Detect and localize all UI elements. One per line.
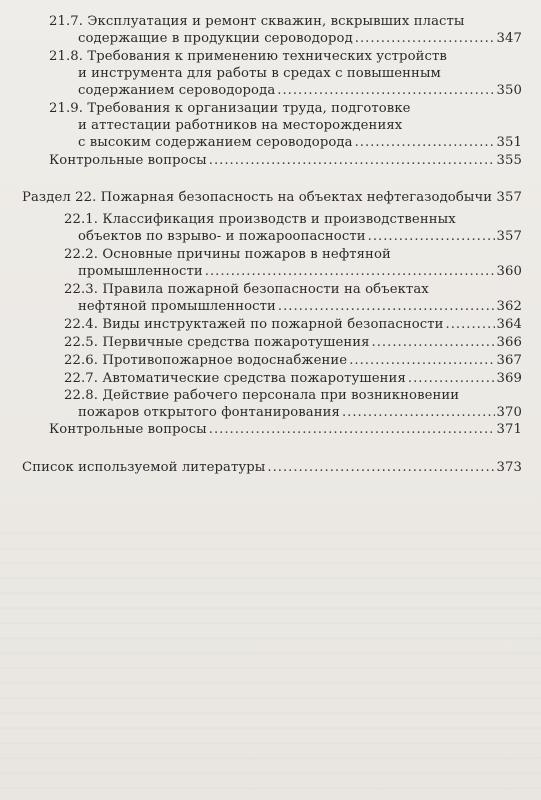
toc-entry-21-9[interactable]	[49, 100, 522, 151]
toc-entry-22-2[interactable]	[64, 246, 522, 280]
toc-entry-22-6[interactable]	[64, 352, 522, 369]
page-number: 362	[496, 299, 522, 314]
page-number: 357	[496, 229, 522, 244]
toc-entry-text: Контрольные вопросы	[49, 153, 207, 168]
toc-entry-22-5[interactable]	[64, 334, 522, 351]
page-number: 347	[496, 31, 522, 46]
toc-entry-text: 22.2. Основные причины пожаров в нефтяной	[64, 247, 391, 262]
toc-entry-text: 21.8. Требования к применению технических устройств	[49, 49, 447, 64]
toc-entry-22-7[interactable]	[64, 370, 522, 387]
dot-leader	[342, 404, 495, 421]
dot-leader	[368, 228, 495, 245]
toc-entry-text: 22.1. Классификация производств и производственных	[64, 212, 456, 227]
page-number: 364	[496, 317, 522, 332]
page-number: 369	[496, 371, 522, 386]
dot-leader	[209, 152, 495, 169]
toc-entry-text: нефтяной промышленности	[78, 299, 276, 314]
page-number: 371	[496, 422, 522, 437]
toc-entry-text: Раздел 22. Пожарная безопасность на объектах нефтегазодобычи	[22, 190, 493, 205]
dot-leader	[355, 134, 495, 151]
toc-entry-review-questions-21[interactable]	[49, 152, 522, 169]
toc-entry-text: объектов по взрыво- и пожароопасности	[78, 229, 366, 244]
toc-entry-text: с высоким содержанием сероводорода	[78, 135, 353, 150]
toc-entry-21-7[interactable]	[49, 13, 522, 47]
toc-entry-section-22[interactable]	[22, 189, 522, 206]
toc-entry-text: 22.3. Правила пожарной безопасности на объектах	[64, 282, 429, 297]
toc-entry-text: 22.5. Первичные средства пожаротушения	[64, 335, 370, 350]
toc-entry-review-questions-22[interactable]	[49, 421, 522, 438]
toc-entry-text: и аттестации работников на месторождениях	[78, 118, 403, 133]
toc-entry-text: 22.7. Автоматические средства пожаротушения	[64, 371, 406, 386]
toc-entry-22-1[interactable]	[64, 211, 522, 245]
toc-entry-text: и инструмента для работы в средах с повышенным	[78, 66, 441, 81]
toc-entry-text: Список используемой литературы	[22, 460, 266, 475]
reverse-side-bleed-through	[0, 520, 541, 790]
toc-entry-22-4[interactable]	[64, 316, 522, 333]
dot-leader	[267, 459, 494, 476]
page-number: 367	[496, 353, 522, 368]
dot-leader	[278, 298, 495, 315]
toc-entry-text: промышленности	[78, 264, 203, 279]
toc-entry-22-3[interactable]	[64, 281, 522, 315]
page-number: 357	[496, 190, 522, 205]
page-number: 366	[496, 335, 522, 350]
page-number: 370	[496, 405, 522, 420]
dot-leader	[209, 421, 495, 438]
toc-entry-text: пожаров открытого фонтанирования	[78, 405, 340, 420]
toc-entry-text: 22.6. Противопожарное водоснабжение	[64, 353, 348, 368]
dot-leader	[277, 82, 494, 99]
toc-entry-text: Контрольные вопросы	[49, 422, 207, 437]
dot-leader	[355, 30, 495, 47]
toc-entry-references[interactable]	[22, 459, 522, 476]
toc-entry-21-8[interactable]	[49, 48, 522, 99]
page-number: 350	[496, 83, 522, 98]
toc-entry-text: 21.9. Требования к организации труда, подготовке	[49, 101, 411, 116]
page-number: 351	[496, 135, 522, 150]
page-number: 373	[496, 460, 522, 475]
page-number: 355	[496, 153, 522, 168]
dot-leader	[408, 370, 495, 387]
toc-entry-text: 22.8. Действие рабочего персонала при возникновении	[64, 388, 460, 403]
dot-leader	[372, 334, 495, 351]
toc-entry-22-8[interactable]	[64, 387, 522, 421]
dot-leader	[446, 316, 495, 333]
toc-entry-text: 22.4. Виды инструктажей по пожарной безопасности	[64, 317, 444, 332]
toc-entry-text: 21.7. Эксплуатация и ремонт скважин, вскрывших пласты	[49, 14, 465, 29]
dot-leader	[205, 263, 495, 280]
toc-entry-text: содержанием сероводорода	[78, 83, 276, 98]
toc-entry-text: содержащие в продукции сероводород	[78, 31, 353, 46]
page-number: 360	[496, 264, 522, 279]
dot-leader	[349, 352, 494, 369]
